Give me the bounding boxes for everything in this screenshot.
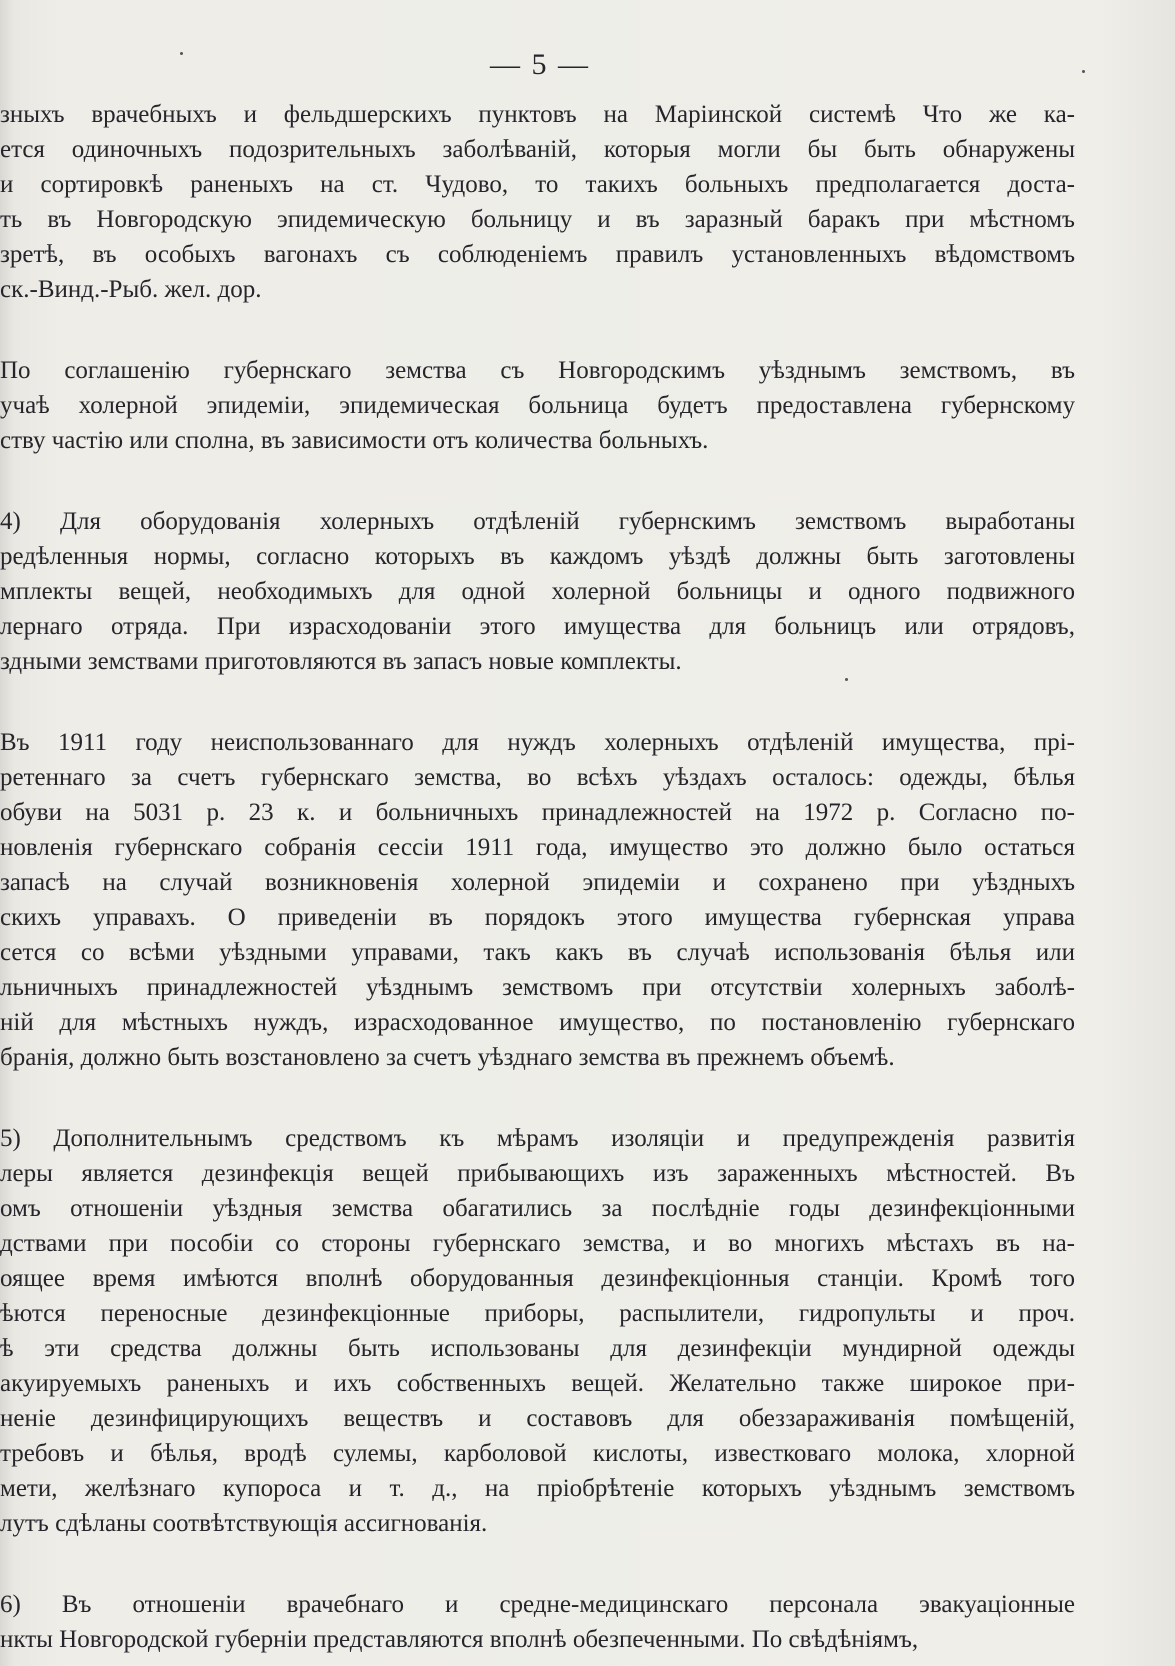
paragraph — [0, 725, 1075, 1075]
text-line: нкты Новгородской губерніи представляются вполнѣ обезпеченными. По свѣдѣніямъ, — [0, 1626, 919, 1653]
text-line: 5) Дополнительнымъ средствомъ къ мѣрамъ изоляціи и предупрежденія развитія — [0, 1125, 1075, 1152]
text-line: дствами при пособіи со стороны губернскаго земства, и во многихъ мѣстахъ въ на- — [0, 1230, 1075, 1257]
text-line: зретѣ, въ особыхъ вагонахъ съ соблюденіемъ правилъ установленныхъ вѣдомствомъ — [0, 241, 1075, 268]
text-line: новленія губернскаго собранія сессіи 1911 года, имущество это должно было остаться — [0, 834, 1075, 861]
text-line: запасѣ на случай возникновенія холерной эпидеміи и сохранено при уѣздныхъ — [0, 869, 1075, 896]
text-line: лернаго отряда. При израсходованіи этого имущества для больницъ или отрядовъ, — [0, 613, 1075, 640]
text-line: ній для мѣстныхъ нуждъ, израсходованное имущество, по постановленію губернскаго — [0, 1009, 1075, 1036]
text-line: требовъ и бѣлья, вродѣ сулемы, карболовой кислоты, известковаго молока, хлорной — [0, 1440, 1075, 1467]
paragraph — [0, 1121, 1075, 1541]
text-line: скихъ управахъ. О приведеніи въ порядокъ этого имущества губернская управа — [0, 904, 1075, 931]
text-line: ретеннаго за счетъ губернскаго земства, во всѣхъ уѣздахъ осталось: одежды, бѣлья — [0, 764, 1075, 791]
text-line: Въ 1911 году неиспользованнаго для нуждъ холерныхъ отдѣленій имущества, прі- — [0, 729, 1075, 756]
paragraph-gap — [0, 1541, 1075, 1587]
text-line: редѣленныя нормы, согласно которыхъ въ каждомъ уѣздѣ должны быть заготовлены — [0, 543, 1075, 570]
text-line: ѣются переносные дезинфекціонные приборы, распылители, гидропульты и проч. — [0, 1300, 1075, 1327]
text-line: обуви на 5031 р. 23 к. и больничныхъ принадлежностей на 1972 р. Согласно по- — [0, 799, 1075, 826]
text-line: ству частію или сполна, въ зависимости отъ количества больныхъ. — [0, 427, 709, 454]
text-line: бранія, должно быть возстановлено за счетъ уѣзднаго земства въ прежнемъ объемѣ. — [0, 1044, 895, 1071]
text-line: неніе дезинфицирующихъ веществъ и составовъ для обеззараживанія помѣщеній, — [0, 1405, 1075, 1432]
text-line: ѣ эти средства должны быть использованы для дезинфекціи мундирной одежды — [0, 1335, 1075, 1362]
text-line: леры является дезинфекція вещей прибывающихъ изъ зараженныхъ мѣстностей. Въ — [0, 1160, 1075, 1187]
text-line: ется одиночныхъ подозрительныхъ заболѣваній, которыя могли бы быть обнаружены — [0, 136, 1075, 163]
text-line: здными земствами приготовляются въ запасъ новые комплекты. — [0, 648, 682, 675]
print-speck — [1082, 70, 1085, 73]
paragraph-gap — [0, 1075, 1075, 1121]
text-line: омъ отношеніи уѣздныя земства обагатились за послѣдніе годы дезинфекціонными — [0, 1195, 1075, 1222]
body-text — [0, 97, 1075, 1657]
text-line: мети, желѣзнаго купороса и т. д., на пріобрѣтеніе которыхъ уѣзднымъ земствомъ — [0, 1475, 1075, 1502]
text-line: 4) Для оборудованія холерныхъ отдѣленій губернскимъ земствомъ выработаны — [0, 508, 1075, 535]
text-line: По соглашенію губернскаго земства съ Новгородскимъ уѣзднымъ земствомъ, въ — [0, 357, 1075, 384]
text-line: оящее время имѣются вполнѣ оборудованныя дезинфекціонныя станціи. Кромѣ того — [0, 1265, 1075, 1292]
paragraph-gap — [0, 458, 1075, 504]
page-number: — 5 — — [490, 48, 590, 81]
print-speck — [180, 52, 183, 55]
text-line: учаѣ холерной эпидеміи, эпидемическая больница будетъ предоставлена губернскому — [0, 392, 1075, 419]
text-line: лутъ сдѣланы соотвѣтствующія ассигнованія. — [0, 1510, 488, 1537]
text-line: акуируемыхъ раненыхъ и ихъ собственныхъ вещей. Желательно также широкое при- — [0, 1370, 1075, 1397]
paragraph — [0, 97, 1075, 307]
text-line: и сортировкѣ раненыхъ на ст. Чудово, то такихъ больныхъ предполагается доста- — [0, 171, 1075, 198]
text-line: ть въ Новгородскую эпидемическую больницу и въ заразный баракъ при мѣстномъ — [0, 206, 1075, 233]
paragraph — [0, 504, 1075, 679]
text-line: мплекты вещей, необходимыхъ для одной холерной больницы и одного подвижного — [0, 578, 1075, 605]
text-line: сется со всѣми уѣздными управами, такъ какъ въ случаѣ использованія бѣлья или — [0, 939, 1075, 966]
paragraph — [0, 353, 1075, 458]
paragraph — [0, 1587, 1075, 1657]
text-line: льничныхъ принадлежностей уѣзднымъ земствомъ при отсутствіи холерныхъ заболѣ- — [0, 974, 1075, 1001]
text-line: зныхъ врачебныхъ и фельдшерскихъ пунктовъ на Маріинской системѣ Что же ка- — [0, 101, 1075, 128]
paragraph-gap — [0, 679, 1075, 725]
paragraph-gap — [0, 307, 1075, 353]
text-line: 6) Въ отношеніи врачебнаго и средне-медицинскаго персонала эвакуаціонные — [0, 1591, 1075, 1618]
text-line: ск.-Винд.-Рыб. жел. дор. — [0, 276, 262, 303]
print-speck — [845, 678, 848, 681]
